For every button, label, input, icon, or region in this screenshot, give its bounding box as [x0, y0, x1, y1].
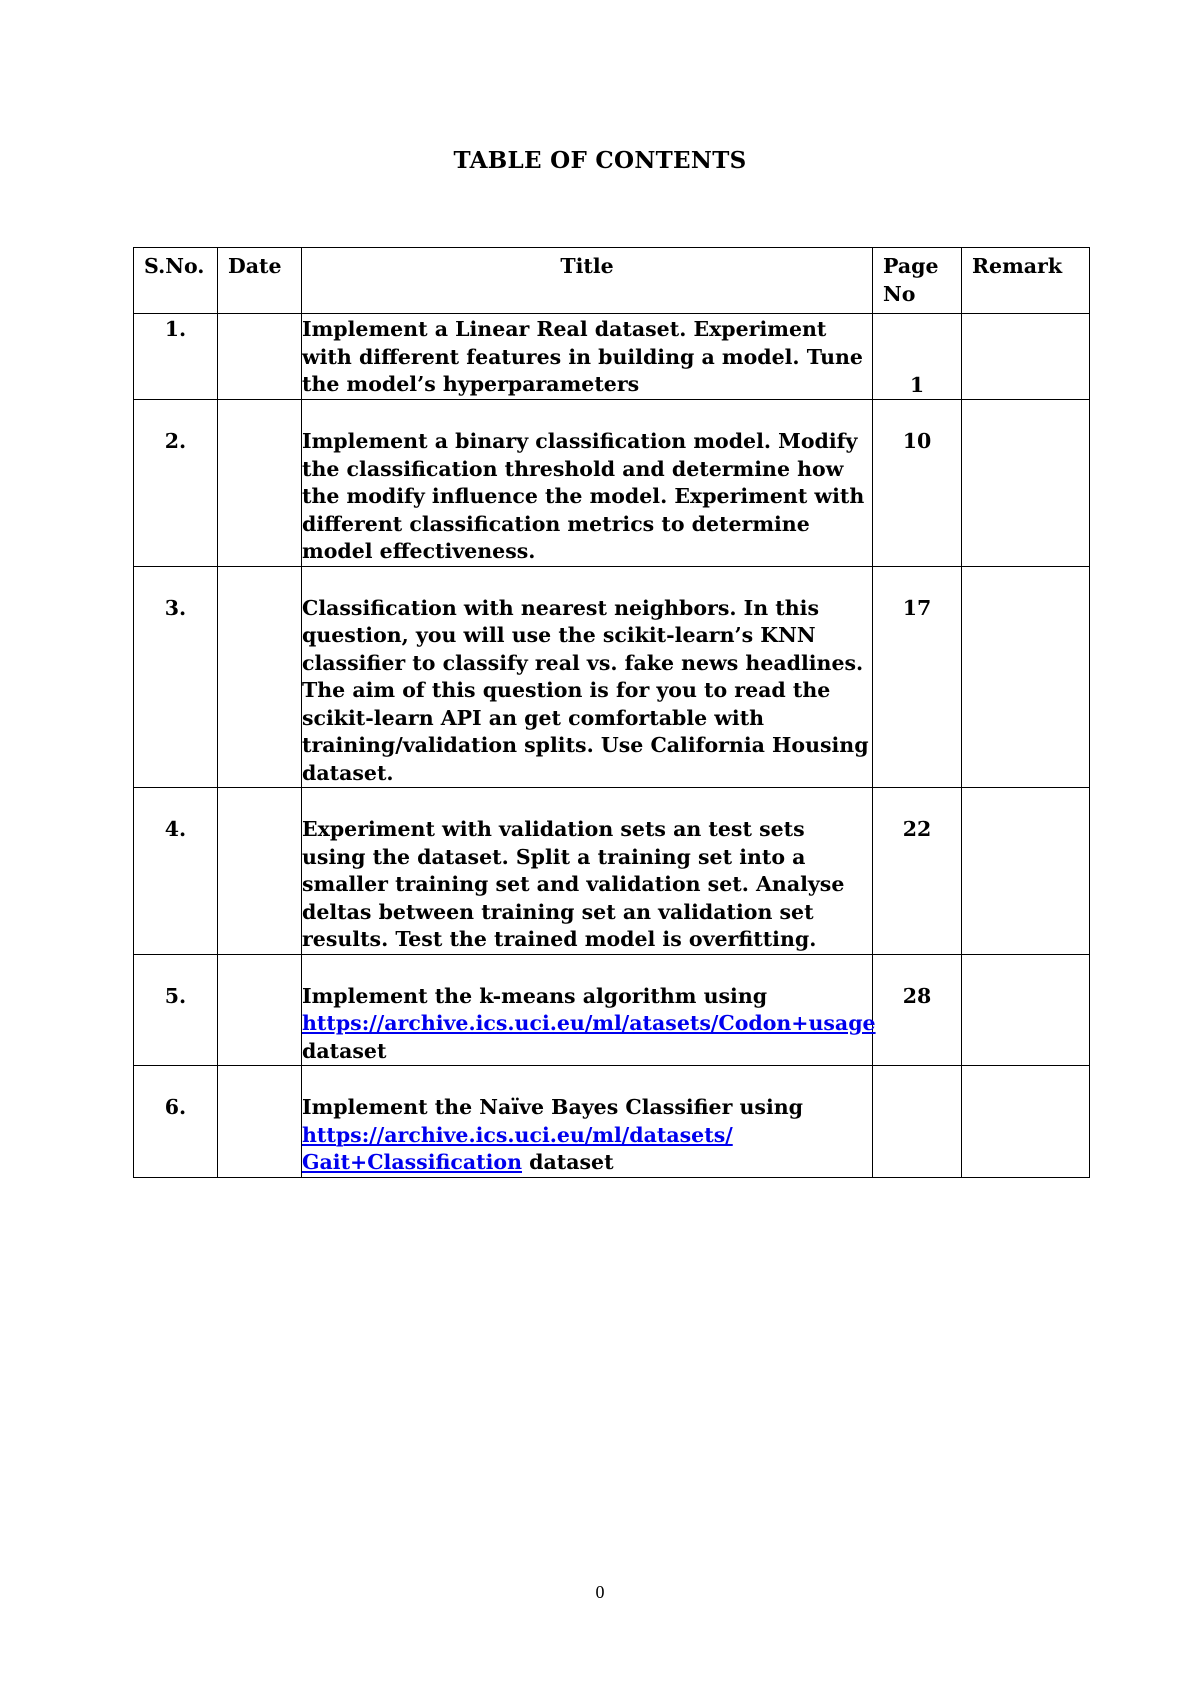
- row-date: [218, 1066, 302, 1178]
- row-title: Classification with nearest neighbors. In this question, you will use the scikit-learn’s KNN classifier to classify real vs. fake news headlines. The aim of this question is for you to read the scikit-learn API an get comfortable with training/validation splits. Use California Housing dataset.: [302, 566, 873, 788]
- header-date: Date: [218, 248, 302, 314]
- row-remark: [962, 400, 1090, 567]
- row-date: [218, 314, 302, 400]
- header-title: Title: [302, 248, 873, 314]
- table-header-row: [134, 248, 1090, 314]
- header-sno: S.No.: [134, 248, 218, 314]
- gait-classification-link[interactable]: [302, 1123, 733, 1175]
- table-row: [134, 314, 1090, 400]
- header-remark: Remark: [962, 248, 1090, 314]
- row-page-no: 1: [873, 314, 962, 400]
- table-row: [134, 954, 1090, 1066]
- row-title: Implement a Linear Real dataset. Experiment with different features in building a model. Tune the model’s hyperparameters: [302, 314, 873, 400]
- row-sno: 4.: [134, 788, 218, 955]
- header-page-no: Page No: [873, 248, 962, 314]
- table-row: [134, 400, 1090, 567]
- link-text-part2[interactable]: Gait+Classification: [302, 1150, 522, 1174]
- row-title-suffix: dataset: [302, 1038, 387, 1063]
- row-remark: [962, 954, 1090, 1066]
- row-sno: 3.: [134, 566, 218, 788]
- row-date: [218, 400, 302, 567]
- row-title-text: Implement the Naïve Bayes Classifier using: [302, 1095, 803, 1119]
- row-remark: [962, 1066, 1090, 1178]
- row-remark: [962, 314, 1090, 400]
- row-date: [218, 566, 302, 788]
- row-page-no: 22: [873, 788, 962, 955]
- row-sno: 2.: [134, 400, 218, 567]
- link-text-part1[interactable]: https://archive.ics.uci.eu/ml/datasets/: [302, 1122, 733, 1147]
- row-page-no: 10: [873, 400, 962, 567]
- row-page-no: 17: [873, 566, 962, 788]
- row-page-no: [873, 1066, 962, 1178]
- row-title: Implement a binary classification model. Modify the classification threshold and determine how the modify influence the model. Experiment with different classification metrics to determine model effectiveness.: [302, 400, 873, 567]
- row-date: [218, 788, 302, 955]
- row-date: [218, 954, 302, 1066]
- row-title: [302, 954, 876, 1066]
- table-row: [134, 788, 1090, 955]
- row-title: Experiment with validation sets an test sets using the dataset. Split a training set into a smaller training set and validation set. Analyse deltas between training set an validation set results. Test the trained model is overfitting.: [302, 788, 873, 955]
- row-sno: 1.: [134, 314, 218, 400]
- row-remark: [962, 788, 1090, 955]
- row-title: [302, 1066, 873, 1178]
- row-page-no: 28: [873, 954, 962, 1066]
- row-sno: 6.: [134, 1066, 218, 1178]
- row-title-text: Implement the k-means algorithm using: [302, 983, 768, 1008]
- row-title-suffix: dataset: [529, 1150, 614, 1174]
- row-sno: 5.: [134, 954, 218, 1066]
- page-number: 0: [595, 1582, 605, 1602]
- table-row: [134, 566, 1090, 788]
- contents-table: [133, 247, 1090, 1178]
- codon-usage-link[interactable]: https://archive.ics.uci.eu/ml/atasets/Codon+usage: [302, 1011, 876, 1035]
- table-row: [134, 1066, 1090, 1178]
- page-title: TABLE OF CONTENTS: [453, 147, 747, 174]
- row-remark: [962, 566, 1090, 788]
